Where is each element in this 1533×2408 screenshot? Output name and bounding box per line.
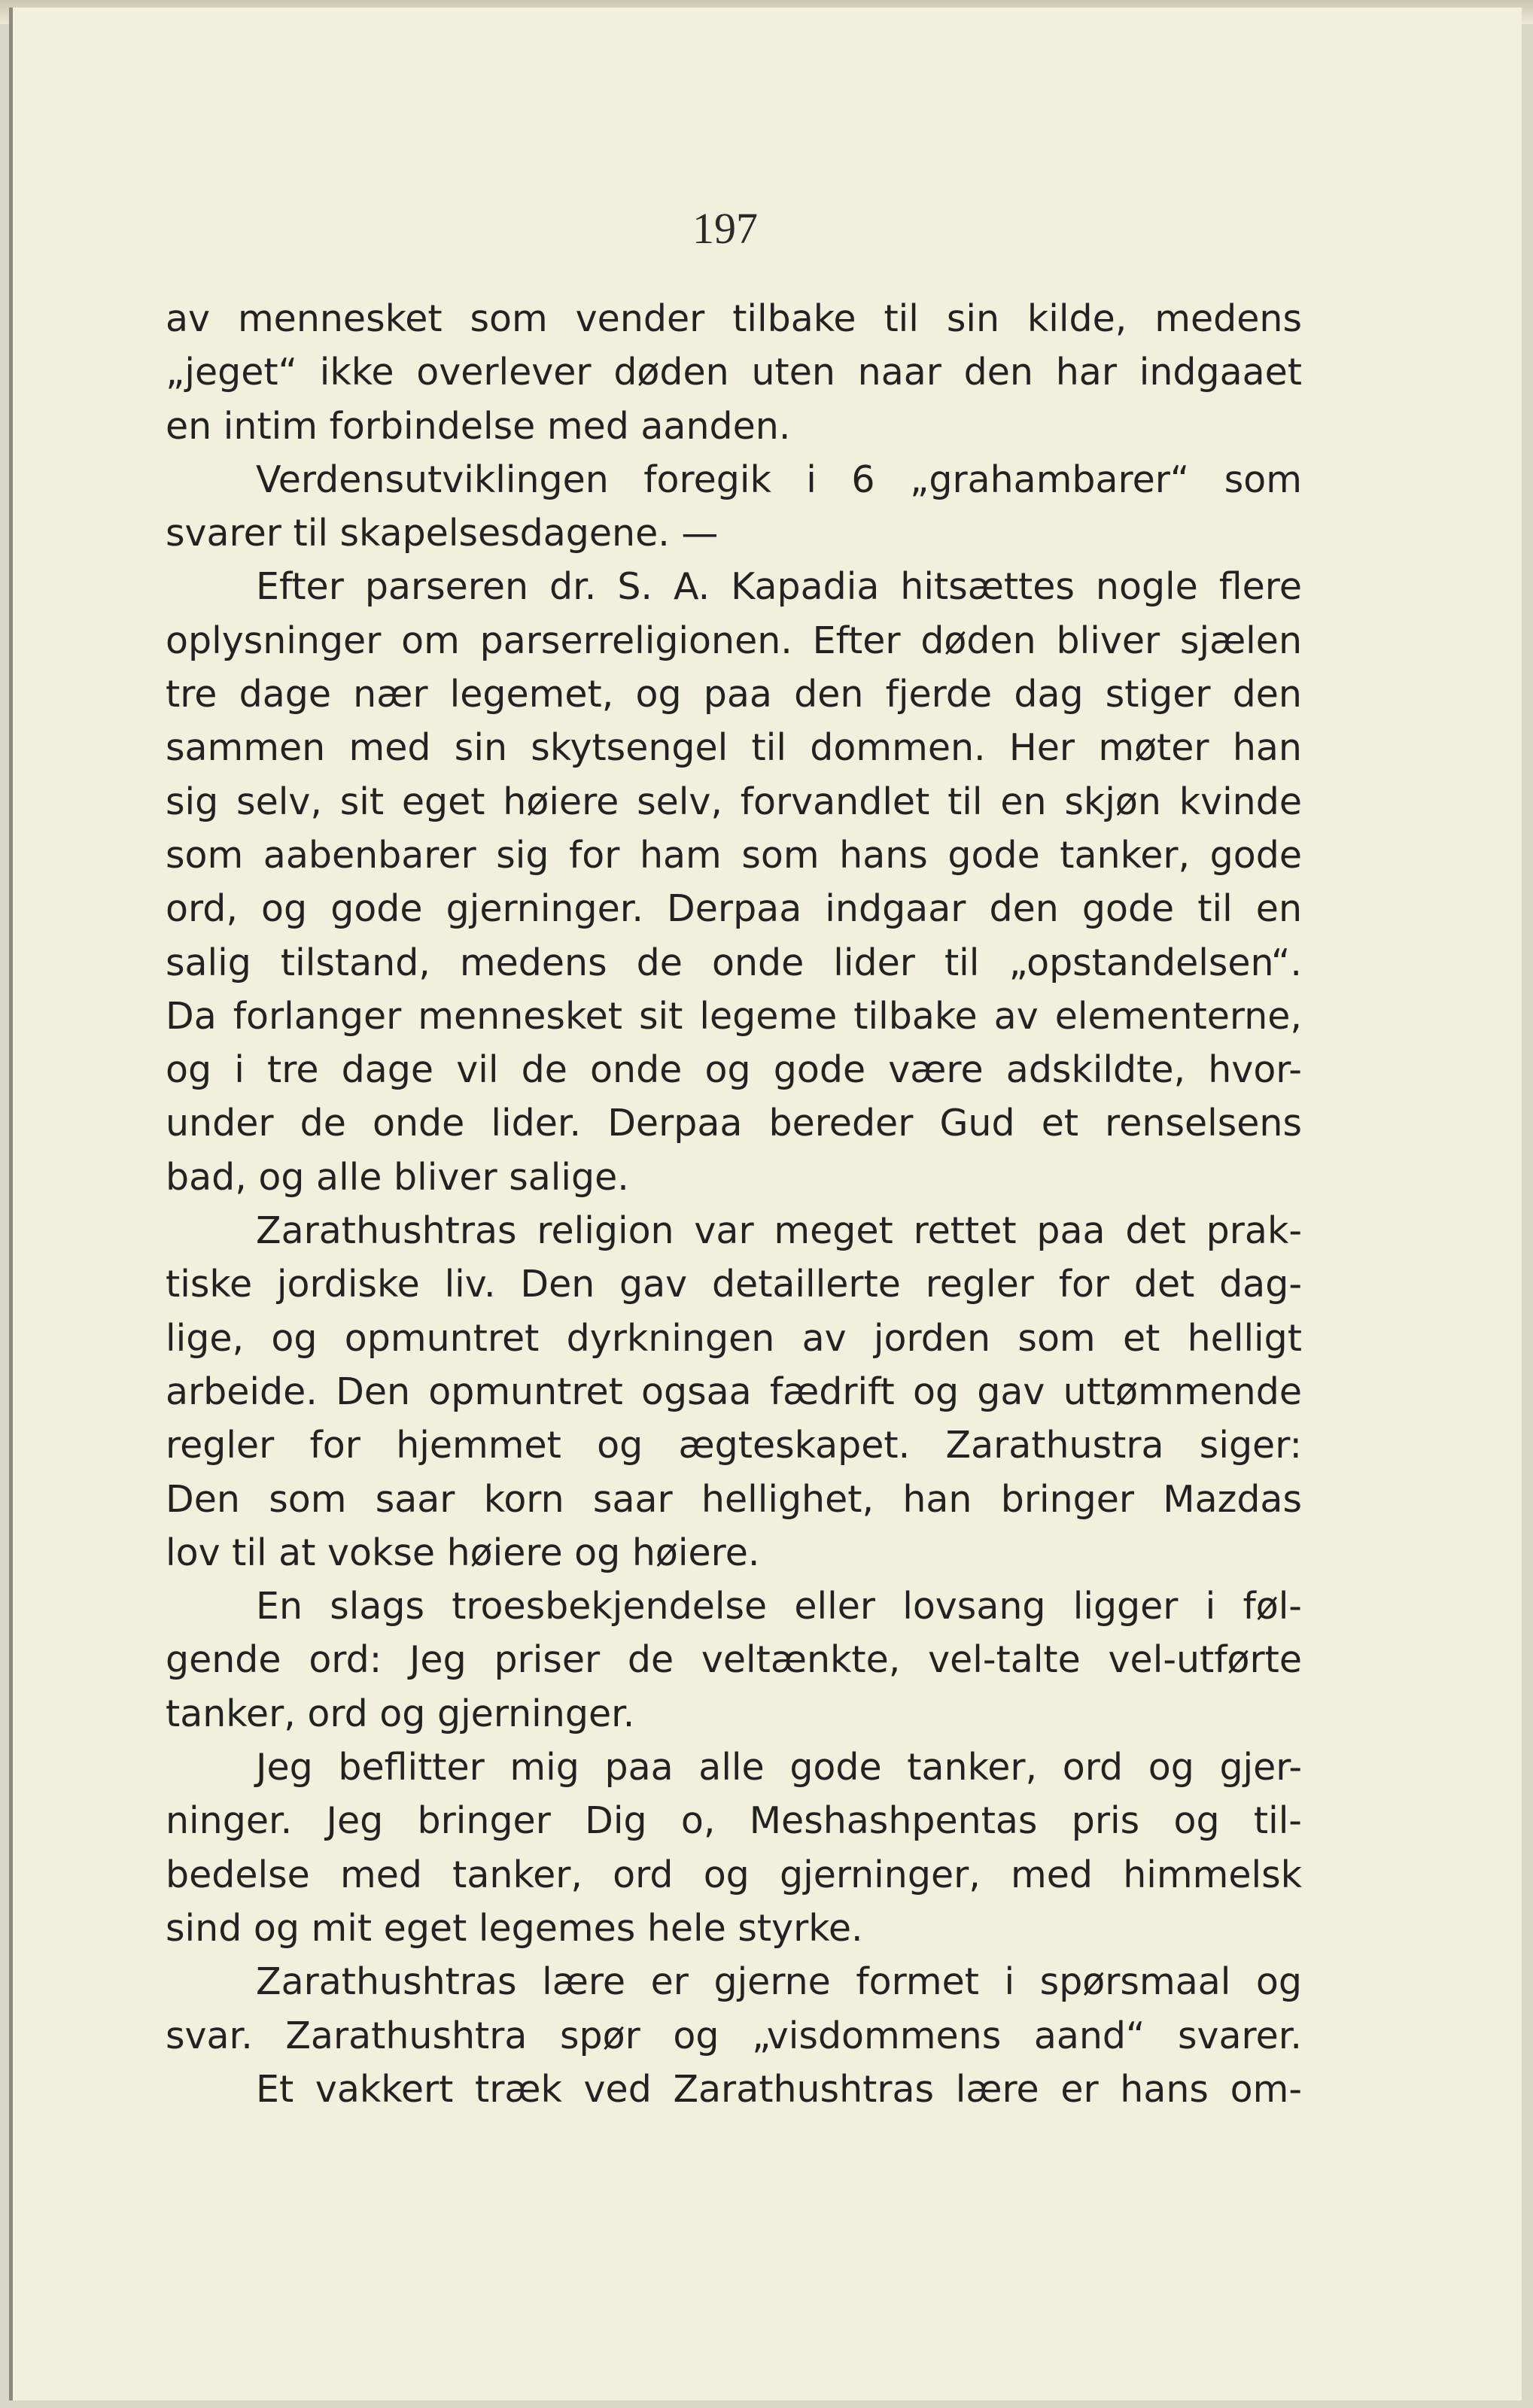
body-text [166, 292, 1302, 2116]
text-line: Efter parseren dr. S. A. Kapadia hitsættes nogle flere [256, 565, 1302, 609]
text-line: bad, og alle bliver salige. [166, 1155, 629, 1199]
text-line: som aabenbarer sig for ham som hans gode tanker, gode [166, 833, 1302, 877]
text-line: regler for hjemmet og ægteskapet. Zarathustra siger: [166, 1424, 1302, 1467]
text-line: og i tre dage vil de onde og gode være adskildte, hvor- [166, 1048, 1302, 1092]
text-line: Jeg beflitter mig paa alle gode tanker, ord og gjer- [256, 1746, 1302, 1789]
text-line: „jeget“ ikke overlever døden uten naar den har indgaaet [166, 351, 1302, 394]
text-line: sind og mit eget legemes hele styrke. [166, 1906, 863, 1950]
text-line: gende ord: Jeg priser de veltænkte, vel-talte vel-utførte [166, 1638, 1302, 1682]
text-line: Et vakkert træk ved Zarathushtras lære er hans om- [256, 2067, 1302, 2111]
text-line: under de onde lider. Derpaa bereder Gud et renselsens [166, 1102, 1302, 1145]
text-line: Zarathushtras religion var meget rettet paa det prak- [256, 1209, 1302, 1253]
text-line: lige, og opmuntret dyrkningen av jorden som et helligt [166, 1316, 1302, 1360]
text-line: Da forlanger mennesket sit legeme tilbake av elementerne, [166, 994, 1302, 1038]
text-line: svar. Zarathushtra spør og „visdommens aand“ svarer. [166, 2014, 1302, 2057]
text-line: sig selv, sit eget høiere selv, forvandlet til en skjøn kvinde [166, 780, 1302, 823]
text-line: sammen med sin skytsengel til dommen. Her møter han [166, 726, 1302, 770]
text-line: ord, og gode gjerninger. Derpaa indgaar den gode til en [166, 887, 1302, 931]
text-line: tiske jordiske liv. Den gav detaillerte regler for det dag- [166, 1263, 1302, 1306]
text-line: salig tilstand, medens de onde lider til „opstandelsen“. [166, 941, 1302, 984]
text-line: en intim forbindelse med aanden. [166, 404, 791, 448]
text-line: Zarathushtras lære er gjerne formet i spørsmaal og [256, 1960, 1302, 2004]
text-line: ninger. Jeg bringer Dig o, Meshashpentas pris og til- [166, 1799, 1302, 1843]
text-line: tre dage nær legemet, og paa den fjerde dag stiger den [166, 673, 1302, 716]
text-line: En slags troesbekjendelse eller lovsang ligger i føl- [256, 1585, 1302, 1628]
text-line: tanker, ord og gjerninger. [166, 1692, 635, 1735]
text-line: bedelse med tanker, ord og gjerninger, med himmelsk [166, 1853, 1302, 1896]
text-line: av mennesket som vender tilbake til sin kilde, medens [166, 297, 1302, 340]
text-line: lov til at vokse høiere og høiere. [166, 1531, 760, 1574]
text-line: arbeide. Den opmuntret ogsaa fædrift og gav uttømmende [166, 1370, 1302, 1413]
text-line: Den som saar korn saar hellighet, han bringer Mazdas [166, 1477, 1302, 1521]
text-line: svarer til skapelsesdagene. — [166, 512, 719, 555]
text-line: oplysninger om parserreligionen. Efter døden bliver sjælen [166, 619, 1302, 662]
text-line: Verdensutviklingen foregik i 6 „grahambarer“ som [256, 458, 1302, 501]
page-number: 197 [692, 204, 758, 253]
